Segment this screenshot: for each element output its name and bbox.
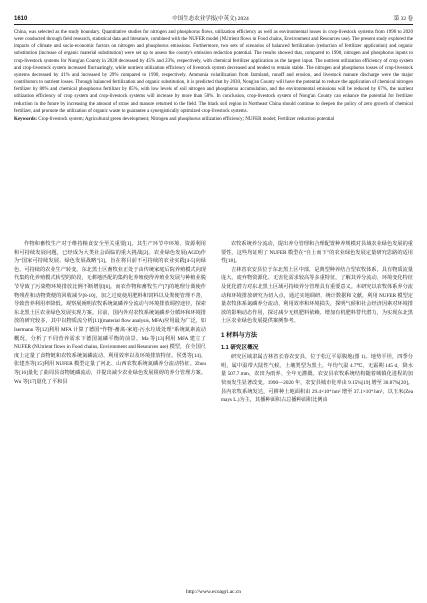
page-header	[14, 8, 413, 22]
body-paragraph: 农牧系统养分流动，提出养分管理和合理配置种养规模对县域农业绿色发展的重要性。这些均证明了 NUFER 模型在“自上而下”的农业绿色发展定量研究思路的适用性[18]。	[221, 241, 413, 265]
body-paragraph: 吉林省农安县位于东北黑土区中部，是典型种养结合型农牧体系，具有物质流量庞大、废弃物资源化、无害化需求较高等多重特征，了解其养分流动、环境变化特征及优化潜力对东北黑土区域可持续养分管理具有重要意义。本研究以农牧体系养分流动和环境排放研究为切入点，通过实地调研、统计数据和文献，利用 NUFER 模型定量农牧体系氮磷养分流动、利用效率和环境损失，探明气候和社会经济因素对环境排放的影响动态作用，探讨减少无机肥料依赖、增加有机肥料替代潜力，为实现东北黑土区农业绿色发展提供案例参考。	[221, 266, 413, 325]
left-column	[14, 240, 206, 579]
keywords-label: Keywords:	[14, 117, 38, 123]
english-abstract	[14, 29, 413, 124]
journal-title: 中国生态农业学报(中英文) 2024	[172, 16, 249, 22]
keywords-line	[14, 116, 413, 123]
header-divider	[14, 24, 413, 25]
body-paragraph: 研究区域隶属吉林省长春农安县，位于松辽平原腹地(图 1)。地势平坦，四季分明，属中温带大陆性气候。土壤类型为黑土，年均气温 4.7℃，无霜期 145 d，降水量 507.7 mm，农田为雨养、全年无灌溉。农安县农牧系统结构随着城镇化进程的加快而发生显著改变。1990—2020 年，农安县城市化率由 9.15%[19] 增至 30.87%[20]。县内农牧系统发达，可耕种土地面积由 29.4×10⁴ hm² 增至 37.1×10⁴ hm²，以玉米(Zea mays L.)为主，其播种面积占总播种面积比例由	[221, 354, 413, 404]
subsection-heading: 1.1 研究区概况	[221, 344, 259, 351]
body-columns	[14, 240, 413, 579]
abstract-body: China, was selected as the study boundary. Quantitative studies for nitrogen and phosphorus flows, utilization efficiency as well as environmental losses in crop-livestock systems from 1990 to 2020 were conducted through field research, statistical data and literature, combined with the NUFER model (NUtrient flows in Food chains, Environment and Resources use). The present study explored the impacts of climate and socio-economic factors on nitrogen and phosphorus emissions. Furthermore, two sets of scenarios of balanced fertilization (reduction of fertilizer application) and organic substitution (increase of organic material substitution) were set up to assess the county's emission reduction potential. The results showed that, compared to 1990, nitrogen and phosphorus inputs to crop-livestock systems for Nong'an County in 2020 decreased by 45% and 23%, respectively, with chemical fertilizer application as the largest input. The nutrient utilization efficiency of crop system and crop-livestock system increased fluctuatingly, while nutrient utilization efficiency of livestock system decreased and tended to remain stable. The nitrogen and phosphorus losses of crop-livestock systems decreased by 41% and increased by 29% compared to 1990, respectively. Ammonia volatilization from farmland, runoff and erosion, and livestock manure discharge were the major contributors to nutrient losses. Through balanced fertilization and organic substitution, it is predicted that by 2030, Nong'an County will have the potential to reduce the application of chemical nitrogen fertilizer by 80% and chemical phosphorus fertilizer by 85%, with low levels of soil nitrogen and phosphorus accumulation, and the environmental emissions will be reduced by 67%, the nutrient utilization efficiency of crop system and crop-livestock systems will increase by more than 50%. In conclusion, crop-livestock system of Nong'an County can enhance the potential for fertilizer reduction in the future by increasing the amount of straw and manure returned to the field. The black soil region in Northeast China should continue to deepen the policy of zero growth of chemical fertilizer, and promote the utilization of organic waste to guarantee a synergistically optimized crop-livestock systems.	[14, 30, 413, 114]
volume-label: 第 32 卷	[393, 16, 413, 22]
keywords-text: Crop-livestock system; Agricultural green development; Nitrogen and phosphorus utilization efficiency; NUFER model; Fertilizer reduction potential	[38, 117, 335, 123]
section-heading: 1 材料与方法	[221, 331, 258, 339]
right-column	[221, 240, 413, 579]
page-footer-url[interactable]: http://www.ecoagri.ac.cn	[185, 589, 242, 595]
body-paragraph: 作物和畜牧生产对于维持粮食安全至关重要[1]。其生产环节中环境、资源利用和可持续发展问题，已经成为大类社会面临的重大挑战[2]。农业绿色发展(AGD)作为“国家可持续发展、绿色发展战略”[3]，旨在将目前不可持续的农业实践[4-5]向绿色、可持续的农业生产转变。东北黑土区畜牧业正处于由传统家庭后院养殖模式向现代集约化养殖模式转型的阶段，无耕地匹配的集约化养殖使得养殖业发展与种植业脱节导致了污染物环境排放比例不断增加[6]。而农作物和畜牧生产[7]的地理分离使作物残茬和动物粪便的回收减少[8-10]，加之过度使用肥料和饲料以及粪便管理不善，导致营养利用率降低。观察展阐明农牧系统氮磷养分流动与环境排放调控途径，探索东北黑土区农业绿色发展实现方案。目前，国内外对农牧系统氮磷养分循环和环境排放的研究较多，其中以物质流分析[11](material flow analysis, MFA)应用最为广泛。如 Isermann 等[12]利用 MFA 计算了德国“作物-畜禽-家庭-污水垃圾处理”系统氮素流动概况，分析了不同营养需求下德国氮磷平衡的前景。Ma 等[13]利用 MFA 建立了 NUFER (NUtrient flows in Food chains, Environment and Resources use) 模型，在全国尺度上定量了食物链和农牧系统氮磷流动、利用效率以及环境排放特征。侯勇等[14]、张建杰等[15]利用 NUFER 模型定量了河北、山西农牧系统氮磷养分流动特征。Zhou 等[16]量化了曲周县食物链磷流动，并提出减少农业绿色发展阻碍的养分管理方案。Wu 等[17]量化了平和县	[14, 241, 206, 385]
page-number: 1610	[14, 16, 28, 22]
